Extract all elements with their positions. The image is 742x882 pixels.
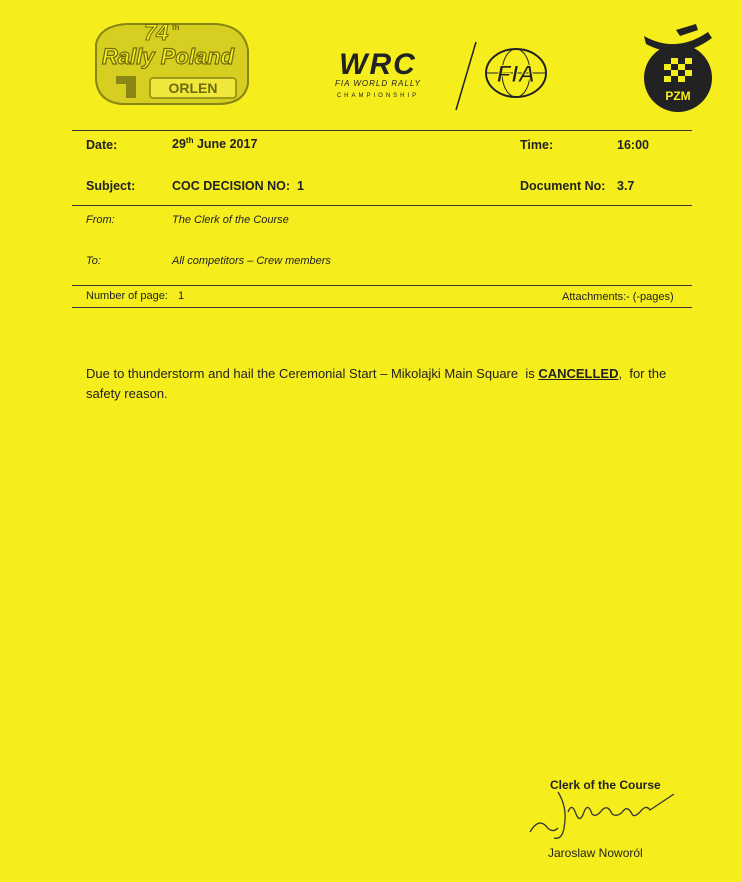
from-value: The Clerk of the Course [172, 214, 289, 226]
subject-rule [72, 205, 692, 206]
signature-name: Jaroslaw Noworól [548, 846, 643, 860]
to-value: All competitors – Crew members [172, 255, 331, 267]
time-value: 16:00 [617, 138, 649, 152]
decision-text: Due to thunderstorm and hail the Ceremonial Start – Mikolajki Main Square is CANCELLED, for the safety reason. [86, 366, 670, 401]
rally-sponsor: ORLEN [168, 80, 218, 96]
wrc-logo [316, 46, 440, 100]
pzm-logo [636, 24, 720, 116]
document-label: Document No: [520, 179, 606, 193]
handwritten-signature [528, 788, 678, 844]
subject-label: Subject: [86, 179, 136, 193]
pages-value: 1 [178, 290, 185, 302]
logo-divider [452, 40, 480, 112]
fia-logo [484, 47, 548, 99]
subject-value: COC DECISION NO: 1 [172, 179, 304, 193]
date-value: 29th June 2017 [172, 136, 258, 152]
rally-name: Rally Poland [102, 44, 235, 69]
date-label: Date: [86, 138, 118, 152]
pzm-text: PZM [665, 89, 691, 103]
signature-title: Clerk of the Course [550, 778, 661, 792]
to-label: To: [86, 255, 101, 267]
wrc-text: WRC [339, 48, 417, 81]
header-bottom-rule [72, 307, 692, 308]
document-value: 3.7 [617, 179, 635, 193]
rally-poland-logo [86, 14, 256, 110]
attachments-value: - (-pages) [626, 291, 674, 303]
cancelled-emphasis: CANCELLED [538, 366, 619, 381]
rally-number-suffix: th [172, 23, 180, 32]
from-label: From: [86, 214, 115, 226]
header-top-rule [72, 130, 692, 131]
pages-label: Number of page: [86, 290, 168, 302]
wrc-subtitle-1: FIA WORLD RALLY [335, 79, 421, 88]
to-rule [72, 285, 692, 286]
pzm-checker-icon [664, 58, 692, 82]
fia-text: FIA [496, 61, 536, 88]
wrc-subtitle-2: CHAMPIONSHIP [336, 93, 420, 99]
time-label: Time: [520, 138, 554, 152]
rally-number: 74 [144, 20, 169, 45]
attachments-label: Attachments: [562, 291, 627, 303]
